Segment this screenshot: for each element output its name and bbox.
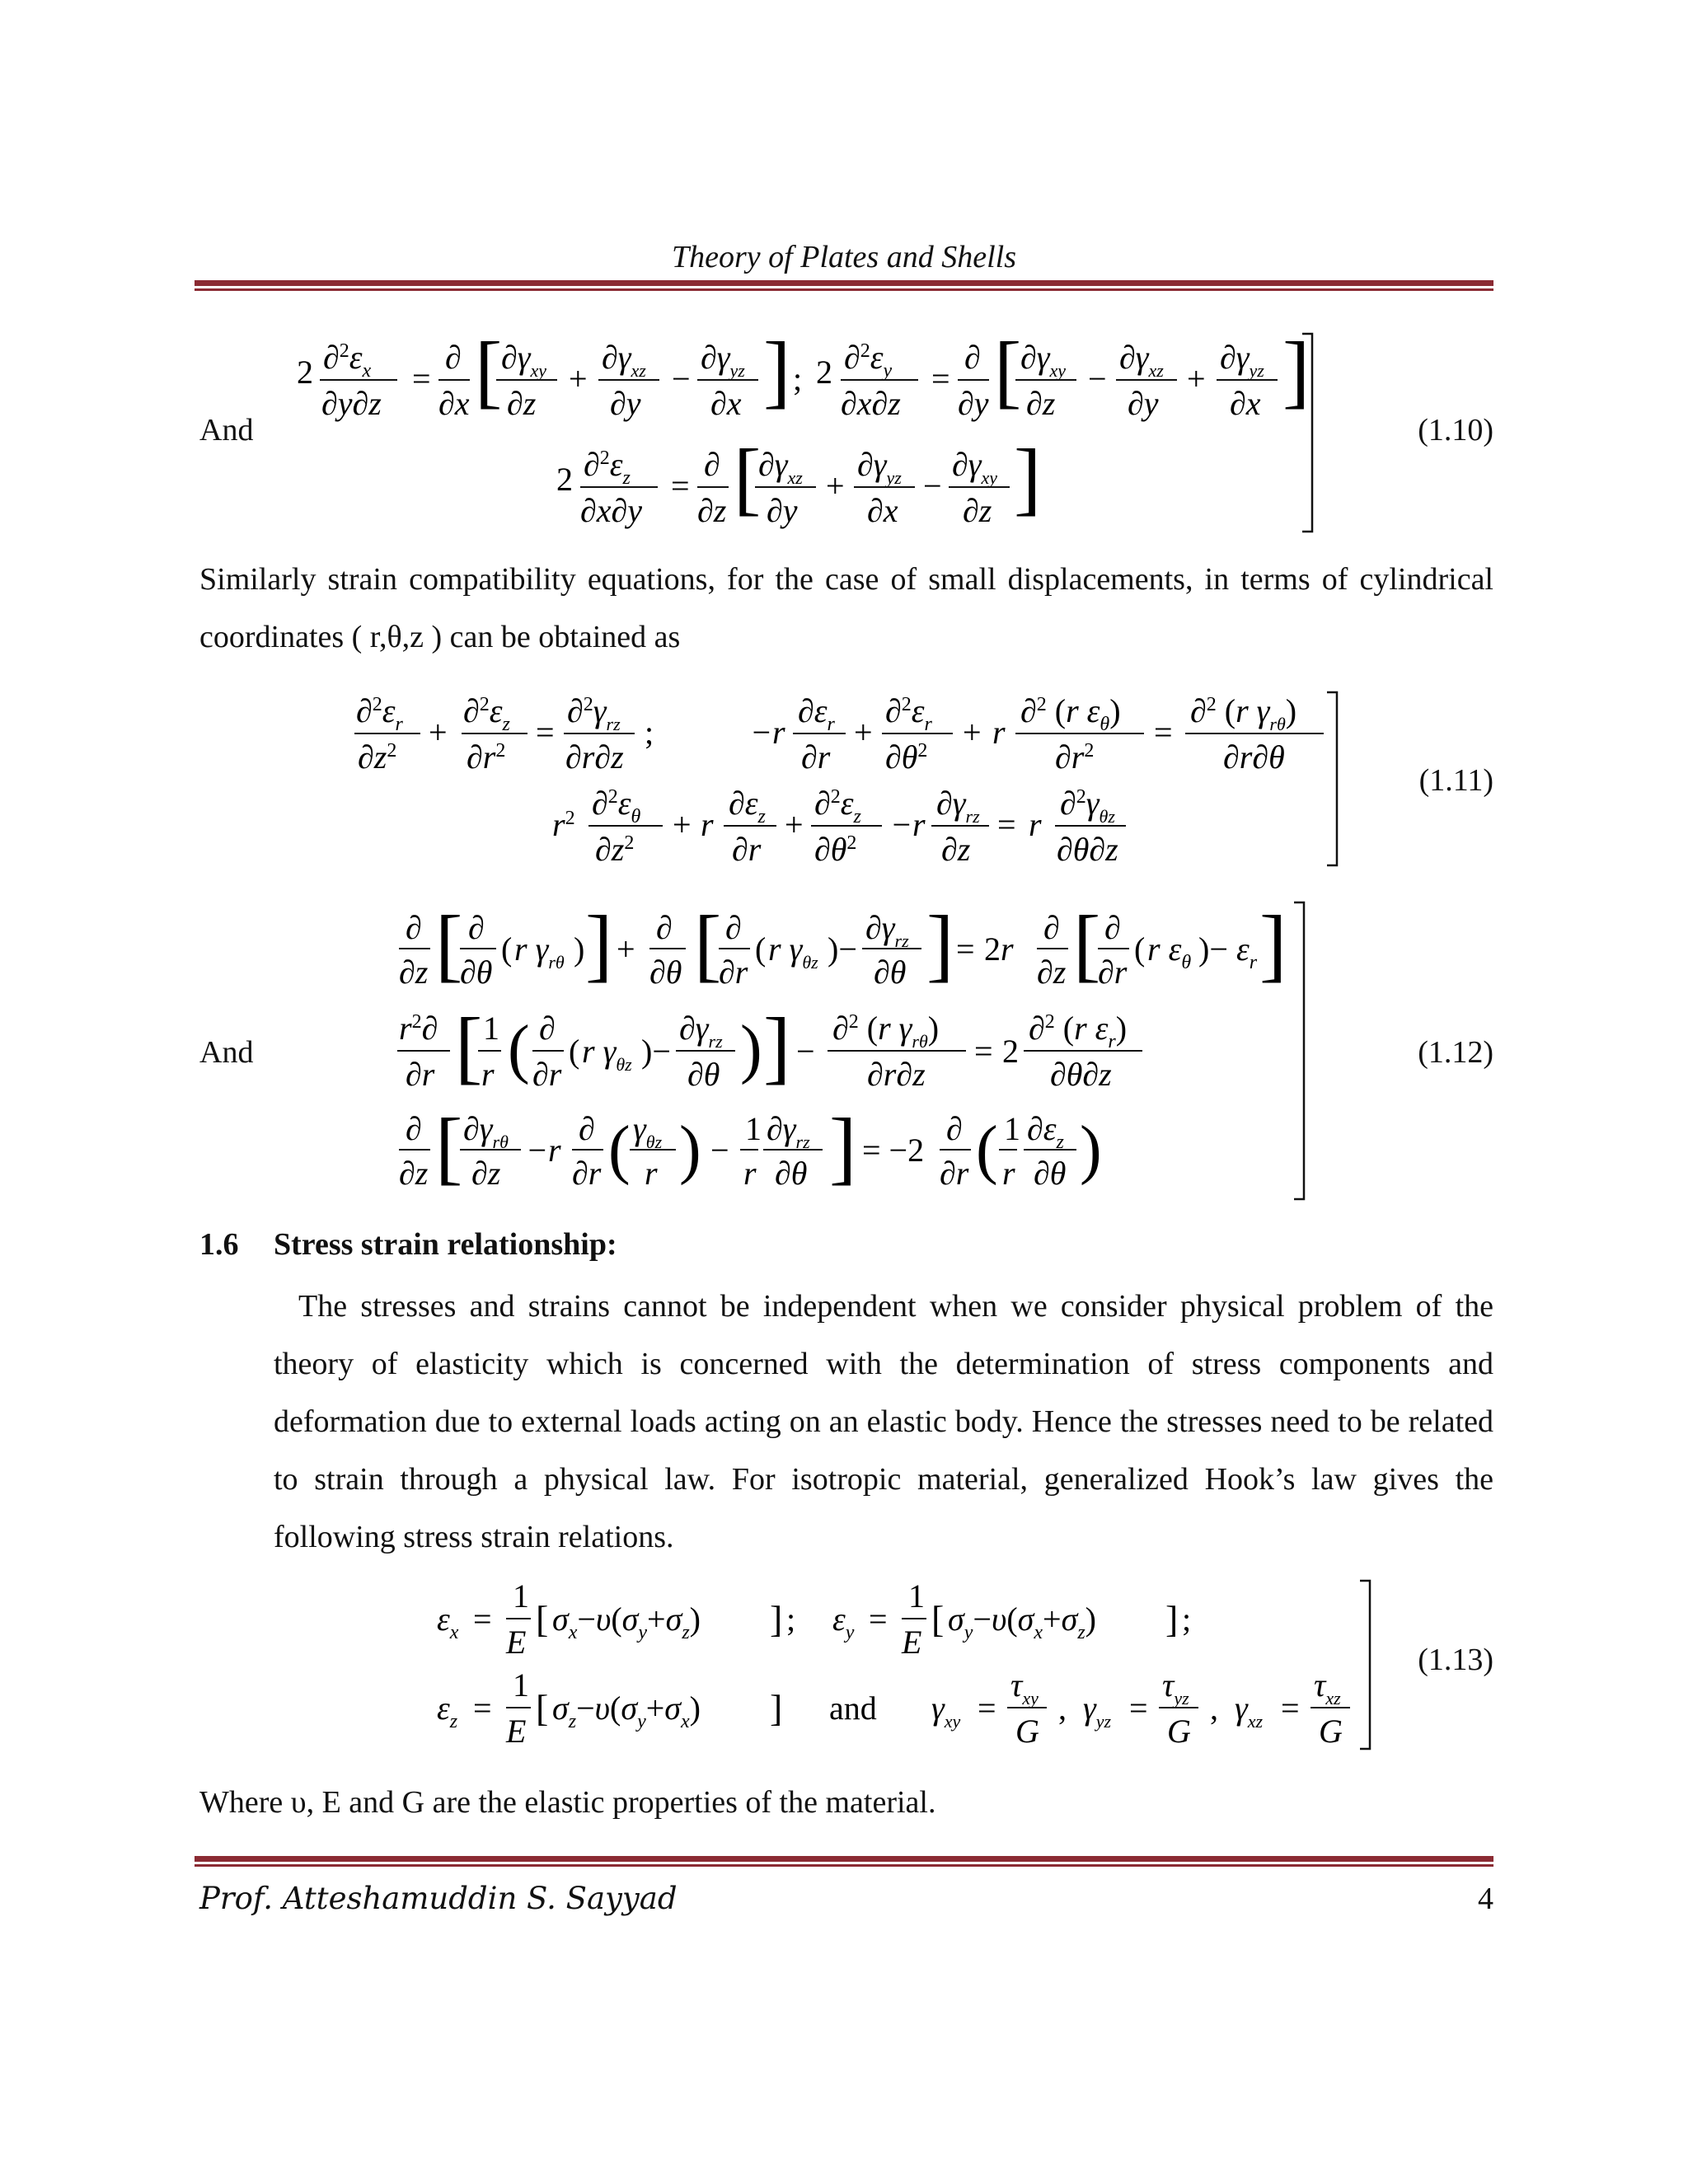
svg-text:=: =	[671, 467, 690, 504]
header-rule-thin	[195, 288, 1493, 291]
svg-text:γxy: $\gamma_{xy}$	[931, 1690, 961, 1732]
svg-text:;: ;	[793, 360, 803, 397]
svg-text:∂x: ∂x	[1230, 385, 1261, 422]
svg-text:+: +	[569, 360, 588, 397]
paragraph-elastic-properties: Where υ, E and G are the elastic properties of the material.	[199, 1785, 936, 1820]
svg-text:∂: ∂	[539, 1010, 556, 1047]
svg-text:∂2εθ: $\partial^2\varepsilon_\theta$	[592, 785, 641, 827]
svg-text:∂θ∂z: ∂θ∂z	[1050, 1056, 1112, 1093]
svg-text:2: 2	[1002, 1033, 1019, 1070]
svg-text:−: −	[672, 360, 691, 397]
svg-text:τyz: $\tau_{yz}$	[1162, 1666, 1189, 1708]
svg-text:∂θ: ∂θ	[874, 954, 907, 991]
svg-text:∂z: ∂z	[941, 831, 971, 868]
svg-text:∂γxy: $\partial\gamma_{xy}$	[501, 339, 547, 381]
svg-text:εz: $\varepsilon_z$	[437, 1690, 458, 1732]
svg-text:∂θ: ∂θ	[649, 954, 682, 991]
equation-1-12	[387, 894, 1319, 1207]
svg-text:∂γxy: $\partial\gamma_{xy}$	[952, 446, 998, 488]
svg-text:∂εz: $\partial\varepsilon_z$	[729, 785, 766, 827]
svg-text:∂θ2: $\partial\theta^2$	[885, 738, 928, 776]
svg-text:,: ,	[1210, 1690, 1218, 1727]
svg-text:)−: )−	[1198, 930, 1228, 968]
svg-text:(: (	[508, 1013, 530, 1085]
svg-text:σx−υ(σy+σz): $\sigma_x-\upsilon(\sigma_y+\sigma_z)$	[552, 1601, 701, 1643]
svg-text:[: [	[455, 1001, 483, 1092]
svg-text:;: ;	[786, 1601, 796, 1638]
svg-text:∂y∂z: ∂y∂z	[321, 385, 382, 422]
eq-1-13-connector: and	[829, 1690, 877, 1727]
svg-text:∂θ: ∂θ	[460, 954, 493, 991]
svg-text:εr: $\varepsilon_r$	[1236, 930, 1258, 973]
svg-text:∂γrz: $\partial\gamma_{rz}$	[865, 909, 909, 951]
paragraph-cylindrical-intro: Similarly strain compatibility equations, for the case of small displacements, in terms of cylindrical coordinates ( r,θ,z ) can be obtained as	[199, 562, 1493, 654]
svg-text:∂2εz: $\partial^2\varepsilon_z$	[584, 446, 631, 489]
svg-text:G: G	[1167, 1713, 1191, 1750]
svg-text:=: =	[956, 930, 975, 968]
svg-text:∂γrz: $\partial\gamma_{rz}$	[679, 1010, 723, 1052]
svg-text:=: =	[536, 714, 555, 751]
svg-text:E: E	[902, 1624, 922, 1661]
svg-text:[: [	[1073, 898, 1101, 990]
svg-text:∂r: ∂r	[572, 1155, 602, 1192]
svg-text:r γθz: r $\gamma_{\theta z}$	[582, 1033, 632, 1075]
svg-text:∂εr: $\partial\varepsilon_r$	[798, 692, 835, 735]
svg-text:=: =	[1154, 714, 1173, 751]
header-rule-thick	[195, 280, 1493, 286]
svg-text:[: [	[536, 1687, 549, 1729]
svg-text:−: −	[1088, 360, 1107, 397]
svg-text:∂r: ∂r	[940, 1155, 969, 1192]
svg-text:∂x: ∂x	[867, 492, 898, 529]
svg-text:τxz: $\tau_{xz}$	[1314, 1666, 1341, 1708]
svg-text:−r: −r	[750, 714, 785, 751]
svg-text:r γrθ: r $\gamma_{r\theta}$	[514, 930, 565, 972]
eq-1-10-lead-text: And	[199, 413, 254, 448]
svg-text:+: +	[826, 467, 845, 504]
svg-text:∂y: ∂y	[610, 385, 641, 422]
svg-text:(: (	[608, 1113, 631, 1186]
svg-text:∂x∂y: ∂x∂y	[580, 492, 643, 529]
svg-text:∂θ: ∂θ	[1034, 1155, 1067, 1192]
svg-text:[: [	[931, 1598, 945, 1640]
svg-text:∂γxz: $\partial\gamma_{xz}$	[602, 339, 646, 381]
svg-text:−: −	[710, 1132, 729, 1169]
svg-text:∂z: ∂z	[399, 1155, 429, 1192]
svg-text:∂γxz: $\partial\gamma_{xz}$	[1119, 339, 1164, 381]
svg-text:∂r: ∂r	[532, 1056, 562, 1093]
svg-text:∂r: ∂r	[801, 738, 831, 776]
svg-text:;: ;	[645, 714, 654, 751]
svg-text:∂z2: $\partial z^2$	[358, 738, 397, 776]
svg-text:1: 1	[483, 1010, 499, 1047]
svg-text:r γθz: r $\gamma_{\theta z}$	[768, 930, 818, 972]
eq-1-10-number: (1.10)	[1418, 413, 1493, 448]
svg-text:∂2εr: $\partial^2\varepsilon_r$	[885, 692, 932, 735]
svg-text:∂γyz: $\partial\gamma_{yz}$	[1220, 339, 1264, 381]
eq-1-12-number: (1.12)	[1418, 1035, 1493, 1070]
svg-text:(: (	[569, 1033, 580, 1070]
svg-text:∂: ∂	[656, 909, 673, 946]
svg-text:(: (	[501, 930, 513, 968]
svg-text:∂2 (r εθ): ∂$^2$ (r $\varepsilon_\theta$)	[1020, 692, 1121, 735]
svg-text:∂γyz: $\partial\gamma_{yz}$	[701, 339, 745, 381]
svg-text:∂r: ∂r	[732, 831, 762, 868]
svg-text:G: G	[1015, 1713, 1039, 1750]
svg-text:E: E	[506, 1713, 527, 1750]
svg-text:∂r2: $\partial r^2$	[467, 738, 506, 776]
svg-text:r εθ: r $\varepsilon_\theta$	[1147, 930, 1192, 973]
svg-text:]: ]	[829, 1101, 857, 1193]
svg-text:∂2εy: $\partial^2\varepsilon_y$	[844, 339, 893, 382]
svg-text:∂r: ∂r	[719, 954, 748, 991]
svg-text:E: E	[506, 1624, 527, 1661]
svg-text:1: 1	[513, 1577, 529, 1615]
svg-text:∂r: ∂r	[406, 1056, 435, 1093]
svg-text:[: [	[475, 326, 503, 416]
svg-text:r: r	[743, 1155, 757, 1192]
svg-text:+: +	[429, 714, 448, 751]
svg-text:(: (	[976, 1113, 998, 1186]
svg-text:=: =	[412, 360, 431, 397]
svg-text:=: =	[1129, 1690, 1148, 1727]
svg-text:−r: −r	[526, 1132, 561, 1169]
svg-text:γθz: $\gamma_{\theta z}$	[633, 1110, 663, 1152]
svg-text:∂εz: $\partial\varepsilon_z$	[1027, 1110, 1064, 1153]
eq-1-12-lead-text: And	[199, 1035, 254, 1070]
svg-text:∂γrz: $\partial\gamma_{rz}$	[936, 785, 980, 827]
svg-text:∂2γθz: $\partial^2\gamma_{\theta z}$	[1060, 785, 1115, 827]
svg-text:∂: ∂	[406, 1110, 422, 1147]
svg-text:∂: ∂	[445, 339, 462, 376]
svg-text:=: =	[473, 1690, 492, 1727]
svg-text:1: 1	[513, 1666, 529, 1704]
section-heading: Stress strain relationship:	[274, 1227, 617, 1262]
svg-text:r: r	[481, 1056, 495, 1093]
svg-text:1: 1	[1004, 1110, 1020, 1147]
svg-text:∂: ∂	[468, 909, 485, 946]
svg-text:[: [	[694, 898, 722, 990]
svg-text:(: (	[755, 930, 767, 968]
svg-text:r: r	[645, 1155, 658, 1192]
svg-text:∂: ∂	[1043, 909, 1060, 946]
svg-text:τxy: $\tau_{xy}$	[1010, 1666, 1039, 1708]
svg-text:∂θ∂z: ∂θ∂z	[1057, 831, 1118, 868]
svg-text:∂z: ∂z	[471, 1155, 501, 1192]
svg-text:∂z: ∂z	[399, 954, 429, 991]
svg-text:∂r2: $\partial r^2$	[1055, 738, 1095, 776]
svg-text:)−: )−	[828, 930, 857, 968]
svg-text:[: [	[994, 326, 1022, 416]
svg-text:∂z: ∂z	[507, 385, 537, 422]
svg-text:+: +	[1187, 360, 1206, 397]
svg-text:∂γxy: $\partial\gamma_{xy}$	[1020, 339, 1067, 381]
svg-text:∂z: ∂z	[963, 492, 992, 529]
footer-author: Prof. Atteshamuddin S. Sayyad	[199, 1881, 678, 1916]
svg-text:+: +	[963, 714, 982, 751]
svg-text:]: ]	[763, 326, 791, 416]
svg-text:∂: ∂	[1104, 909, 1121, 946]
svg-text:∂y: ∂y	[767, 492, 798, 529]
svg-text:r: r	[992, 714, 1006, 751]
svg-text:∂x: ∂x	[710, 385, 742, 422]
svg-text:[: [	[435, 1101, 463, 1193]
svg-text:∂2 (r εr): ∂$^2$ (r $\varepsilon_r$)	[1029, 1010, 1128, 1052]
svg-text:−r: −r	[890, 806, 926, 843]
svg-text:∂: ∂	[406, 909, 422, 946]
svg-text:=: =	[931, 360, 950, 397]
svg-text:]: ]	[585, 898, 613, 990]
svg-text:[: [	[536, 1598, 549, 1640]
svg-text:]: ]	[1014, 432, 1042, 523]
svg-text:=: =	[473, 1601, 492, 1638]
equation-1-13	[420, 1572, 1385, 1762]
svg-text:]: ]	[1259, 898, 1287, 990]
svg-text:∂2 (r γrθ): ∂$^2$ (r $\gamma_{r\theta}$)	[832, 1010, 940, 1052]
svg-text:,: ,	[1058, 1690, 1067, 1727]
svg-text:1: 1	[745, 1110, 762, 1147]
svg-text:): )	[740, 1013, 762, 1085]
svg-text:]: ]	[770, 1687, 783, 1729]
svg-text:G: G	[1319, 1713, 1343, 1750]
svg-text:2: 2	[816, 354, 832, 391]
svg-text:2r: 2r	[984, 930, 1014, 968]
page-number: 4	[1478, 1882, 1493, 1916]
footer-rule-thin	[195, 1864, 1493, 1867]
svg-text:+: +	[854, 714, 873, 751]
svg-text:∂z: ∂z	[1026, 385, 1056, 422]
svg-text:∂z: ∂z	[697, 492, 727, 529]
svg-text:): )	[679, 1113, 701, 1186]
svg-text:=: =	[974, 1033, 993, 1070]
svg-text:∂y: ∂y	[958, 385, 989, 422]
svg-text:−: −	[796, 1033, 815, 1070]
svg-text:r2∂: $r^2\partial$	[399, 1010, 438, 1047]
svg-text:∂2εz: $\partial^2\varepsilon_z$	[814, 785, 861, 827]
svg-text:∂2εr: $\partial^2\varepsilon_r$	[356, 692, 403, 735]
svg-text:∂2εz: $\partial^2\varepsilon_z$	[463, 692, 510, 735]
svg-text:r: r	[1002, 1155, 1015, 1192]
svg-text:∂2γrz: $\partial^2\gamma_{rz}$	[567, 692, 621, 734]
svg-text:γxz: $\gamma_{xz}$	[1235, 1690, 1264, 1732]
svg-text:]: ]	[1165, 1598, 1179, 1640]
svg-text:+: +	[673, 806, 692, 843]
svg-text:∂r: ∂r	[1098, 954, 1128, 991]
svg-text:(: (	[1134, 930, 1146, 968]
svg-text:∂x∂z: ∂x∂z	[841, 385, 901, 422]
svg-text:∂: ∂	[964, 339, 981, 376]
svg-text:∂z: ∂z	[1037, 954, 1067, 991]
svg-text:1: 1	[908, 1577, 925, 1615]
svg-text:∂r∂z: ∂r∂z	[867, 1056, 926, 1093]
svg-text:∂θ: ∂θ	[687, 1056, 720, 1093]
svg-text:∂x: ∂x	[438, 385, 470, 422]
svg-text:]: ]	[763, 1001, 791, 1092]
svg-text:∂z2: $\partial z^2$	[595, 831, 635, 868]
svg-text:∂2εx: $\partial^2\varepsilon_x$	[323, 339, 372, 382]
svg-text:=: =	[1281, 1690, 1300, 1727]
svg-text:∂2 (r γrθ): ∂$^2$ (r $\gamma_{r\theta}$)	[1190, 692, 1297, 734]
svg-text:∂γxz: $\partial\gamma_{xz}$	[758, 446, 803, 488]
svg-text:∂: ∂	[725, 909, 742, 946]
svg-text:σz−υ(σy+σx): $\sigma_z-\upsilon(\sigma_y+\sigma_x)$	[552, 1690, 701, 1732]
svg-text:=: =	[869, 1601, 888, 1638]
svg-text:=: =	[978, 1690, 996, 1727]
svg-text:[: [	[734, 432, 762, 523]
svg-text:∂r∂z: ∂r∂z	[565, 738, 624, 776]
section-number: 1.6	[199, 1227, 239, 1262]
svg-text:]: ]	[926, 898, 954, 990]
svg-text:∂y: ∂y	[1128, 385, 1159, 422]
paragraph-stress-strain: The stresses and strains cannot be independent when we consider physical problem of the theory of elasticity which is concerned with the determination of stress components and deformation due to external loads acting on an elastic body. Hence the stresses need to be related to strain through a physical law. For isotropic material, generalized Hook’s law gives the following stress strain relations.	[274, 1289, 1493, 1554]
running-header-title: Theory of Plates and Shells	[672, 240, 1016, 274]
svg-text:∂θ2: $\partial\theta^2$	[814, 831, 857, 868]
svg-text:]: ]	[770, 1598, 783, 1640]
equation-1-10	[280, 326, 1319, 540]
svg-text:)−: )−	[641, 1033, 671, 1070]
svg-text:εy: $\varepsilon_y$	[832, 1601, 855, 1643]
eq-1-11-number: (1.11)	[1418, 763, 1493, 798]
svg-text:∂γrz: $\partial\gamma_{rz}$	[767, 1110, 810, 1152]
svg-text:εx: $\varepsilon_x$	[437, 1601, 459, 1643]
svg-text:r: r	[1029, 806, 1042, 843]
svg-text:∂: ∂	[579, 1110, 595, 1147]
svg-text:): )	[1080, 1113, 1102, 1186]
svg-text:∂: ∂	[704, 446, 720, 483]
svg-text:∂θ: ∂θ	[775, 1155, 808, 1192]
svg-text:∂γyz: $\partial\gamma_{yz}$	[857, 446, 902, 488]
svg-text:r2: $r^2$	[552, 806, 575, 843]
svg-text:σy−υ(σx+σz): $\sigma_y-\upsilon(\sigma_x+\sigma_z)$	[948, 1601, 1096, 1643]
svg-text:r: r	[701, 806, 714, 843]
equation-1-11	[346, 684, 1352, 874]
svg-text:+: +	[785, 806, 804, 843]
svg-text:∂r∂θ: ∂r∂θ	[1223, 738, 1285, 776]
svg-text:2: 2	[297, 354, 313, 391]
svg-text:∂γrθ: $\partial\gamma_{r\theta}$	[463, 1110, 509, 1152]
footer-rule-thick	[195, 1856, 1493, 1862]
svg-text:=: =	[997, 806, 1016, 843]
svg-text:[: [	[435, 898, 463, 990]
svg-text:+: +	[617, 930, 635, 968]
svg-text:γyz: $\gamma_{yz}$	[1083, 1690, 1112, 1732]
svg-text:]: ]	[1282, 326, 1311, 416]
svg-text:;: ;	[1182, 1601, 1192, 1638]
svg-text:2: 2	[556, 461, 573, 498]
svg-text:): )	[574, 930, 585, 968]
svg-text:−: −	[923, 467, 942, 504]
svg-text:= −2: = −2	[862, 1132, 925, 1169]
eq-1-13-number: (1.13)	[1418, 1643, 1493, 1677]
svg-text:∂: ∂	[946, 1110, 963, 1147]
